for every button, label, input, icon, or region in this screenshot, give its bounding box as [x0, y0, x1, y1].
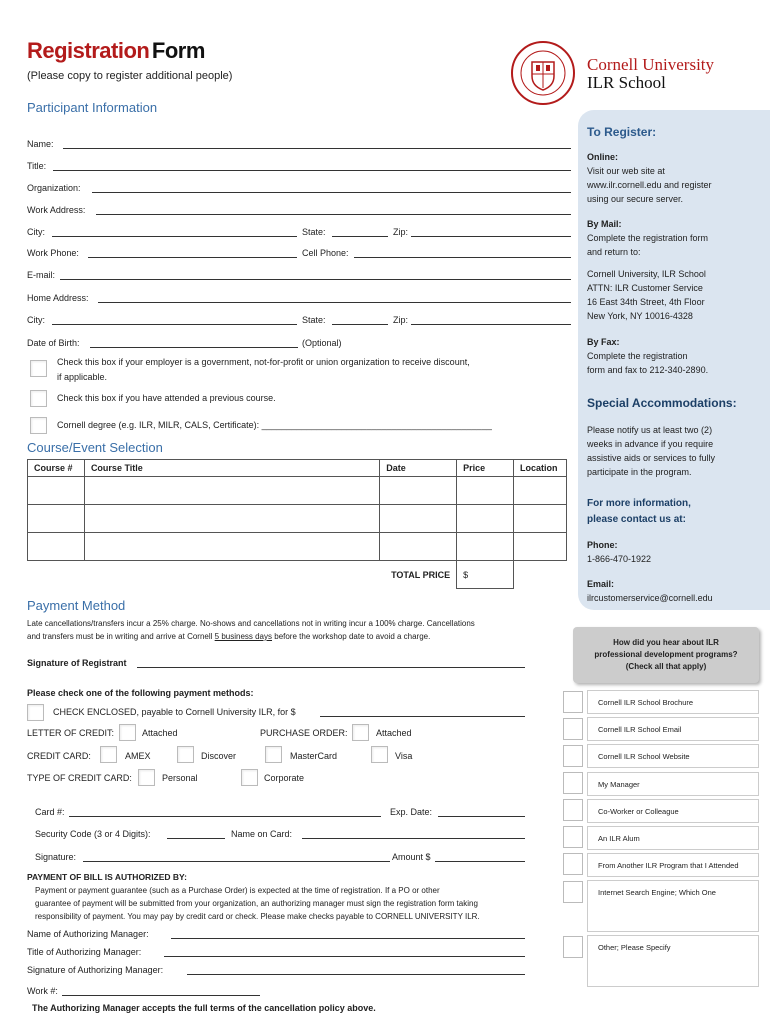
- hear-option-another-program: From Another ILR Program that I Attended: [587, 853, 759, 877]
- hear-option-other: Other; Please Specify: [587, 935, 759, 987]
- signature-registrant-field[interactable]: [137, 667, 525, 668]
- amex-label: AMEX: [125, 751, 151, 761]
- cornell-degree-checkbox[interactable]: [30, 417, 47, 434]
- hear-q2: professional development programs?: [594, 650, 738, 659]
- special-text-1: Please notify us at least two (2): [587, 425, 713, 435]
- card-no-label: Card #:: [35, 807, 65, 817]
- dob-label: Date of Birth:: [27, 338, 80, 348]
- name-on-card-field[interactable]: [302, 838, 525, 839]
- hear-option-search-engine: Internet Search Engine; Which One: [587, 880, 759, 932]
- fax-text-2: form and fax to 212-340-2890.: [587, 365, 709, 375]
- logo-line2: ILR School: [587, 73, 666, 92]
- home-address-label: Home Address:: [27, 293, 89, 303]
- organization-field[interactable]: [92, 192, 571, 193]
- col-course-title: Course Title: [84, 460, 379, 477]
- city2-field[interactable]: [52, 324, 297, 325]
- corporate-label: Corporate: [264, 773, 305, 783]
- to-register-heading: To Register:: [587, 125, 657, 139]
- hear-option-checkbox[interactable]: [563, 799, 583, 821]
- signature-field[interactable]: [83, 861, 390, 862]
- mail-text-1: Complete the registration form: [587, 233, 709, 243]
- email-value[interactable]: ilrcustomerservice@cornell.edu: [587, 593, 713, 603]
- mgr-name-label: Name of Authorizing Manager:: [27, 929, 149, 939]
- payment-heading: Payment Method: [27, 598, 126, 613]
- hear-option-alum: An ILR Alum: [587, 826, 759, 850]
- exp-date-label: Exp. Date:: [390, 807, 433, 817]
- col-location: Location: [514, 460, 567, 477]
- logo-line1: Cornell University: [587, 55, 715, 74]
- state-field[interactable]: [332, 236, 388, 237]
- mgr-title-field[interactable]: [164, 956, 525, 957]
- course-heading: Course/Event Selection: [27, 440, 163, 455]
- signature-registrant-label: Signature of Registrant: [27, 658, 127, 668]
- address-1: Cornell University, ILR School: [587, 269, 706, 279]
- check-enclosed-label: CHECK ENCLOSED, payable to Cornell University ILR, for $: [53, 707, 296, 717]
- amex-checkbox[interactable]: [100, 746, 117, 763]
- col-course-no: Course #: [28, 460, 85, 477]
- city2-label: City:: [27, 315, 45, 325]
- mgr-sig-field[interactable]: [187, 974, 525, 975]
- cell-phone-field[interactable]: [354, 257, 571, 258]
- special-text-4: participate in the program.: [587, 467, 692, 477]
- email-label: E-mail:: [27, 270, 56, 280]
- hear-option-brochure: Cornell ILR School Brochure: [587, 690, 759, 714]
- amount-label: Amount $: [392, 852, 431, 862]
- zip2-label: Zip:: [393, 315, 409, 325]
- online-text-1: Visit our web site at: [587, 166, 665, 176]
- work-no-field[interactable]: [62, 995, 260, 996]
- hear-option-checkbox[interactable]: [563, 691, 583, 713]
- cornell-degree-text: Cornell degree (e.g. ILR, MILR, CALS, Certificate): ______________________________________________: [57, 420, 492, 430]
- address-3: 16 East 34th Street, 4th Floor: [587, 297, 705, 307]
- online-text-2: www.ilr.cornell.edu and register: [587, 180, 712, 190]
- bill-line-2: guarantee of payment will be submitted from your organization, an authorizing manager must sign the registration form taking: [35, 899, 478, 908]
- phone-heading: Phone:: [587, 540, 618, 550]
- zip2-field[interactable]: [411, 324, 571, 325]
- purchase-order-checkbox[interactable]: [352, 724, 369, 741]
- title-red-part: Registration: [27, 38, 150, 63]
- hear-option-website: Cornell ILR School Website: [587, 744, 759, 768]
- state2-label: State:: [302, 315, 326, 325]
- hear-q1: How did you hear about ILR: [613, 638, 719, 647]
- hear-option-coworker: Co-Worker or Colleague: [587, 799, 759, 823]
- hear-about-box: [573, 627, 759, 683]
- phone-value: 1-866-470-1922: [587, 554, 652, 564]
- policy-line-1: Late cancellations/transfers incur a 25% charge. No-shows and cancellations not in writing incur a 100% charge. Cancellations: [27, 619, 475, 628]
- security-code-label: Security Code (3 or 4 Digits):: [35, 829, 151, 839]
- online-heading: Online:: [587, 152, 618, 162]
- hear-q3: (Check all that apply): [625, 662, 707, 671]
- discount-text-2: if applicable.: [57, 372, 108, 382]
- hear-option-checkbox[interactable]: [563, 772, 583, 794]
- work-address-field[interactable]: [96, 214, 571, 215]
- hear-option-checkbox[interactable]: [563, 936, 583, 958]
- exp-date-field[interactable]: [438, 816, 525, 817]
- cell-phone-label: Cell Phone:: [302, 248, 349, 258]
- more-info-1: For more information,: [587, 498, 691, 509]
- previous-course-text: Check this box if you have attended a previous course.: [57, 393, 276, 403]
- bill-line-1: Payment or payment guarantee (such as a Purchase Order) is expected at the time of registration. If a PO or other: [35, 886, 440, 895]
- dob-field[interactable]: [90, 347, 298, 348]
- security-code-field[interactable]: [167, 838, 225, 839]
- dob-optional: (Optional): [302, 338, 342, 348]
- online-text-3: using our secure server.: [587, 194, 684, 204]
- mastercard-label: MasterCard: [290, 751, 338, 761]
- special-heading: Special Accommodations:: [587, 396, 737, 410]
- purchase-order-label: PURCHASE ORDER:: [260, 728, 348, 738]
- work-phone-label: Work Phone:: [27, 248, 79, 258]
- discount-checkbox[interactable]: [30, 360, 47, 377]
- organization-label: Organization:: [27, 183, 81, 193]
- col-date: Date: [380, 460, 457, 477]
- check-amount-field[interactable]: [320, 716, 525, 717]
- special-text-3: assistive aids or services to fully: [587, 453, 716, 463]
- mgr-name-field[interactable]: [171, 938, 525, 939]
- letter-attached-label: Attached: [142, 728, 178, 738]
- policy-line-2: and transfers must be in writing and arrive at Cornell 5 business days before the workshop date to avoid a charge.: [27, 632, 431, 641]
- col-price: Price: [457, 460, 514, 477]
- zip-field[interactable]: [411, 236, 571, 237]
- hear-option-checkbox[interactable]: [563, 881, 583, 903]
- home-address-field[interactable]: [98, 302, 571, 303]
- po-attached-label: Attached: [376, 728, 412, 738]
- hear-option-email: Cornell ILR School Email: [587, 717, 759, 741]
- visa-checkbox[interactable]: [371, 746, 388, 763]
- email-heading: Email:: [587, 579, 615, 589]
- bill-line-3: responsibility of payment. You may pay by credit card or check. Please make checks payable to CORNELL UNIVERSITY ILR.: [35, 912, 480, 921]
- check-enclosed-checkbox[interactable]: [27, 704, 44, 721]
- personal-label: Personal: [162, 773, 198, 783]
- table-row[interactable]: [28, 533, 567, 561]
- amount-field[interactable]: [435, 861, 525, 862]
- title-label: Title:: [27, 161, 47, 171]
- subtitle: (Please copy to register additional people): [27, 70, 233, 82]
- discover-label: Discover: [201, 751, 237, 761]
- hear-option-checkbox[interactable]: [563, 826, 583, 848]
- type-card-label: TYPE OF CREDIT CARD:: [27, 773, 132, 783]
- work-address-label: Work Address:: [27, 205, 86, 215]
- bill-heading: PAYMENT OF BILL IS AUTHORIZED BY:: [27, 872, 187, 882]
- cornell-seal-icon: [510, 40, 576, 106]
- email-field[interactable]: [60, 279, 571, 280]
- card-no-field[interactable]: [69, 816, 381, 817]
- more-info-2: please contact us at:: [587, 514, 686, 525]
- previous-course-checkbox[interactable]: [30, 390, 47, 407]
- city-field[interactable]: [52, 236, 297, 237]
- mgr-title-label: Title of Authorizing Manager:: [27, 947, 142, 957]
- hear-option-manager: My Manager: [587, 772, 759, 796]
- table-row[interactable]: [28, 477, 567, 505]
- total-row: [28, 561, 567, 589]
- total-label: TOTAL PRICE: [28, 561, 457, 589]
- corporate-checkbox[interactable]: [241, 769, 258, 786]
- total-price-field[interactable]: $: [457, 561, 514, 589]
- special-text-2: weeks in advance if you require: [587, 439, 714, 449]
- work-phone-field[interactable]: [88, 257, 297, 258]
- address-4: New York, NY 10016-4328: [587, 311, 693, 321]
- name-label: Name:: [27, 139, 54, 149]
- discount-text-1: Check this box if your employer is a government, not-for-profit or union organization to receive discount,: [57, 357, 470, 367]
- name-on-card-label: Name on Card:: [231, 829, 293, 839]
- page-title: [27, 38, 205, 64]
- visa-label: Visa: [395, 751, 413, 761]
- fax-text-1: Complete the registration: [587, 351, 688, 361]
- participant-heading: Participant Information: [27, 100, 158, 115]
- course-table: [27, 459, 567, 589]
- mail-text-2: and return to:: [587, 247, 641, 257]
- mail-heading: By Mail:: [587, 219, 622, 229]
- title-field[interactable]: [53, 170, 571, 171]
- signature-label: Signature:: [35, 852, 77, 862]
- address-2: ATTN: ILR Customer Service: [587, 283, 703, 293]
- work-no-label: Work #:: [27, 986, 58, 996]
- mastercard-checkbox[interactable]: [265, 746, 282, 763]
- check-one-label: Please check one of the following payment methods:: [27, 688, 254, 698]
- fax-heading: By Fax:: [587, 337, 620, 347]
- hear-option-checkbox[interactable]: [563, 718, 583, 740]
- accepts-text: The Authorizing Manager accepts the full terms of the cancellation policy above.: [32, 1003, 376, 1013]
- state2-field[interactable]: [332, 324, 388, 325]
- hear-option-checkbox[interactable]: [563, 745, 583, 767]
- city-label: City:: [27, 227, 45, 237]
- table-row[interactable]: [28, 505, 567, 533]
- title-black-part: Form: [151, 38, 205, 63]
- zip-label: Zip:: [393, 227, 409, 237]
- hear-option-checkbox[interactable]: [563, 853, 583, 875]
- personal-checkbox[interactable]: [138, 769, 155, 786]
- letter-credit-label: LETTER OF CREDIT:: [27, 728, 115, 738]
- discover-checkbox[interactable]: [177, 746, 194, 763]
- table-header-row: [28, 460, 567, 477]
- name-field[interactable]: [63, 148, 571, 149]
- letter-credit-checkbox[interactable]: [119, 724, 136, 741]
- credit-card-label: CREDIT CARD:: [27, 751, 91, 761]
- state-label: State:: [302, 227, 326, 237]
- mgr-sig-label: Signature of Authorizing Manager:: [27, 965, 164, 975]
